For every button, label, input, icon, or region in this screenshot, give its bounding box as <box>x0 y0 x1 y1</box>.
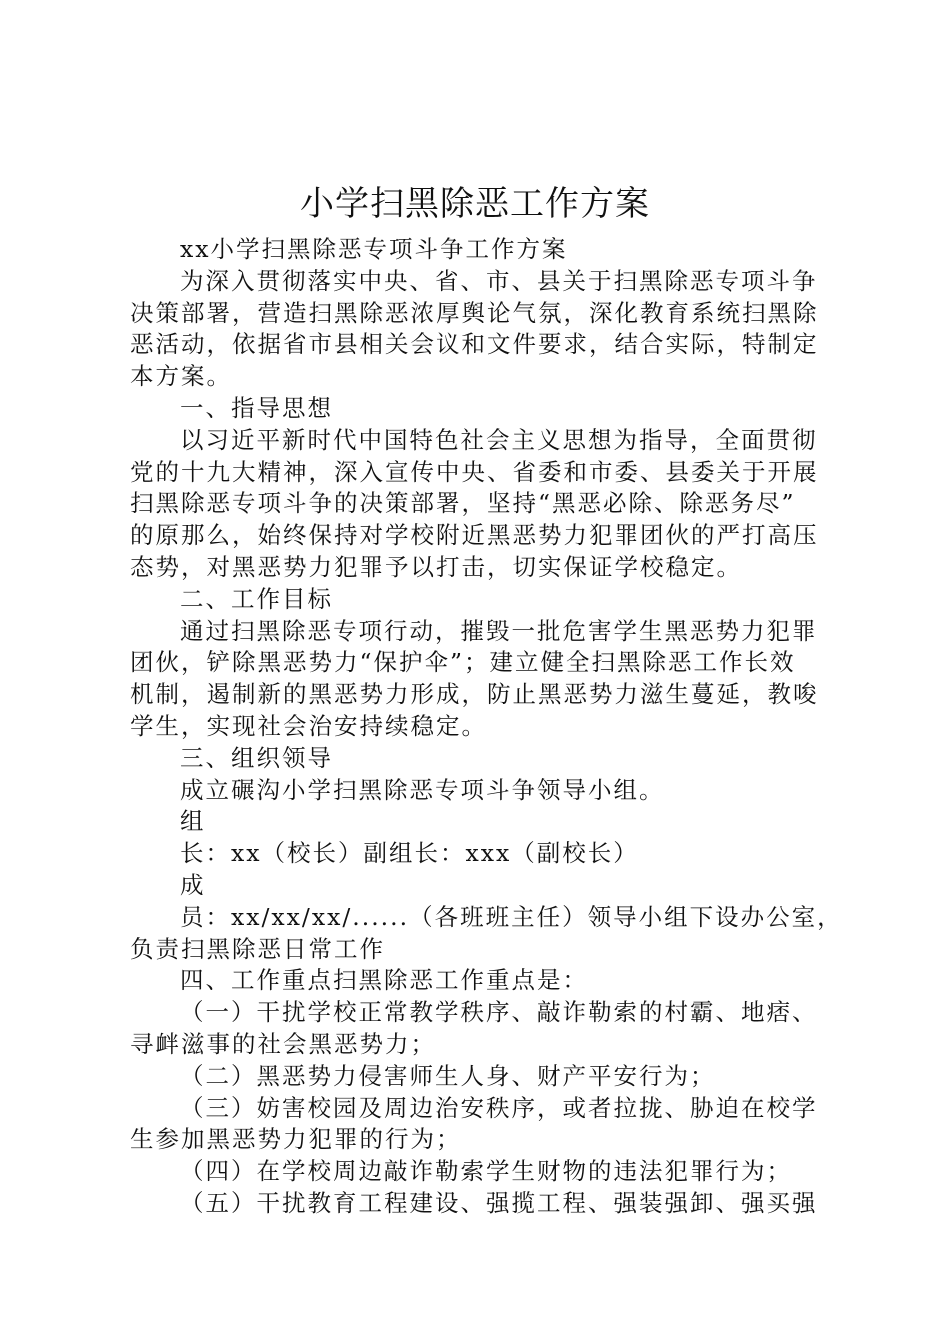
document-title: 小学扫黑除恶工作方案 <box>300 184 650 224</box>
text-line: （二）黑恶势力侵害师生人身、财产平安行为； <box>180 1061 716 1090</box>
text-line: （三）妨害校园及周边治安秩序，或者拉拢、胁迫在校学 <box>180 1093 818 1122</box>
text-line: 决策部署，营造扫黑除恶浓厚舆论气氛，深化教育系统扫黑除 <box>130 298 819 327</box>
text-line: 寻衅滋事的社会黑恶势力； <box>130 1029 436 1058</box>
text-line: 本方案。 <box>130 362 232 391</box>
text-line: 机制，遏制新的黑恶势力形成，防止黑恶势力滋生蔓延，教唆 <box>130 680 819 709</box>
text-line: 学生，实现社会治安持续稳定。 <box>130 711 487 740</box>
text-line: 扫黑除恶专项斗争的决策部署，坚持“黑恶必除、除恶务尽” <box>130 489 796 518</box>
text-line: 团伙，铲除黑恶势力“保护伞”；建立健全扫黑除恶工作长效 <box>130 648 796 677</box>
text-line: 四、工作重点扫黑除恶工作重点是： <box>180 966 588 995</box>
text-line: 员：xx/xx/xx/......（各班班主任）领导小组下设办公室， <box>180 902 843 931</box>
text-line: xx小学扫黑除恶专项斗争工作方案 <box>180 235 568 263</box>
text-line: 一、指导思想 <box>180 393 333 422</box>
text-line: 通过扫黑除恶专项行动，摧毁一批危害学生黑恶势力犯罪 <box>180 616 818 645</box>
text-line: 恶活动，依据省市县相关会议和文件要求，结合实际，特制定 <box>130 330 819 359</box>
text-line: 长：xx（校长）副组长：xxx（副校长） <box>180 839 639 868</box>
text-line: 态势，对黑恶势力犯罪予以打击，切实保证学校稳定。 <box>130 552 742 581</box>
text-line: 生参加黑恶势力犯罪的行为； <box>130 1125 462 1154</box>
text-line: 的原那么，始终保持对学校附近黑恶势力犯罪团伙的严打高压 <box>130 521 819 550</box>
text-line: 为深入贯彻落实中央、省、市、县关于扫黑除恶专项斗争 <box>180 266 818 295</box>
text-line: 负责扫黑除恶日常工作 <box>130 934 385 963</box>
text-line: 成 <box>180 870 206 899</box>
text-line: （一）干扰学校正常教学秩序、敲诈勒索的村霸、地痞、 <box>180 998 818 1027</box>
text-line: （五）干扰教育工程建设、强揽工程、强装强卸、强买强 <box>180 1188 818 1217</box>
text-line: 二、工作目标 <box>180 584 333 613</box>
text-line: 以习近平新时代中国特色社会主义思想为指导，全面贯彻 <box>180 425 818 454</box>
text-line: 组 <box>180 807 206 836</box>
text-line: 三、组织领导 <box>180 743 333 772</box>
text-line: （四）在学校周边敲诈勒索学生财物的违法犯罪行为； <box>180 1157 792 1186</box>
document-body <box>130 234 843 1220</box>
text-line: 党的十九大精神，深入宣传中央、省委和市委、县委关于开展 <box>130 457 819 486</box>
text-line: 成立碾沟小学扫黑除恶专项斗争领导小组。 <box>180 775 665 804</box>
